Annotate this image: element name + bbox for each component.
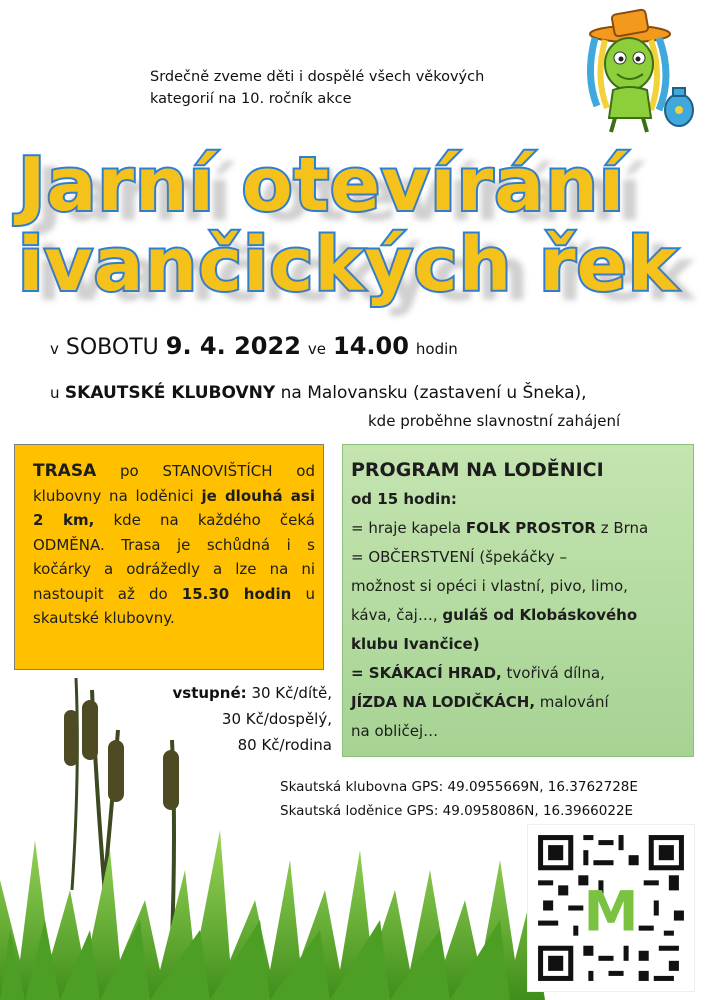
fee-family: 80 Kč/rodina [237,736,332,754]
title-line-1: Jarní otevírání [18,142,626,228]
program-l3: možnost si opéci i vlastní, pivo, limo, [351,577,628,595]
date-day: SOBOTU [65,335,159,360]
program-start: od 15 hodin: [351,490,457,508]
gps-info [280,775,638,823]
program-heading: PROGRAM NA LODĚNICI [351,459,604,481]
gps-boathouse: Skautská loděnice GPS: 49.0958086N, 16.3966022E [280,803,634,819]
intro-line-2: kategorií na 10. ročník akce [150,91,352,107]
qr-code-icon [528,825,694,991]
program-l4a: káva, čaj…, [351,606,438,624]
place-line [50,383,587,403]
fee-label: vstupné: [172,684,247,702]
title-line-2: ivančických řek [18,222,678,308]
date-mid: ve [307,340,326,358]
trasa-text-4: Trasa je schůdná i s kočárky a odrážedly a lze na ni nastoupit až do [33,535,315,603]
fee-child: 30 Kč/dítě, [251,684,332,702]
date-line [50,332,458,360]
date-prefix: v [50,340,59,358]
trasa-length: je dlouhá asi 2 km, [33,486,315,529]
water-sprite-mascot-icon [555,6,705,136]
program-l2: = OBČERSTVENÍ (špekáčky – [351,548,567,566]
place-rest: na Malovansku (zastavení u Šneka), [280,383,587,403]
fee-adult: 30 Kč/dospělý, [221,710,332,728]
program-l5: klubu Ivančice) [351,635,480,653]
program-band: FOLK PROSTOR [465,519,596,537]
trasa-text-3: kde na každého čeká ODMĚNA. [33,511,315,554]
trasa-text-6: u skautské klubovny. [33,584,315,627]
program-l7b: malování [539,693,609,711]
place-prefix: u [50,384,60,402]
program-castle: = SKÁKACÍ HRAD, [351,664,502,682]
program-l6b: tvořivá dílna, [506,664,605,682]
place-line-2: kde proběhne slavnostní zahájení [368,412,621,430]
program-boats: JÍZDA NA LODIČKÁCH, [351,693,536,711]
time-value: 14.00 [333,332,409,360]
trasa-heading: TRASA [33,461,97,481]
program-goulash: guláš od Klobáskového [442,606,638,624]
program-l1c: z Brna [600,519,649,537]
intro-text [150,66,550,110]
trasa-deadline: 15.30 hodin [181,584,292,603]
gps-clubhouse: Skautská klubovna GPS: 49.0955669N, 16.3762728E [280,779,638,795]
trasa-text-1: po STANOVIŠTÍCH od klubovny na loděnici [33,462,315,505]
place-venue: SKAUTSKÉ KLUBOVNY [64,383,276,403]
date-value: 9. 4. 2022 [165,332,301,360]
intro-line-1: Srdečně zveme děti i dospělé všech věkových [150,69,485,85]
program-l1a: = hraje kapela [351,519,462,537]
qr-letter: M [583,880,639,945]
program-l8: na obličej… [351,722,439,740]
program-box [342,444,694,757]
date-suffix: hodin [415,340,458,358]
entry-fee [140,680,332,758]
